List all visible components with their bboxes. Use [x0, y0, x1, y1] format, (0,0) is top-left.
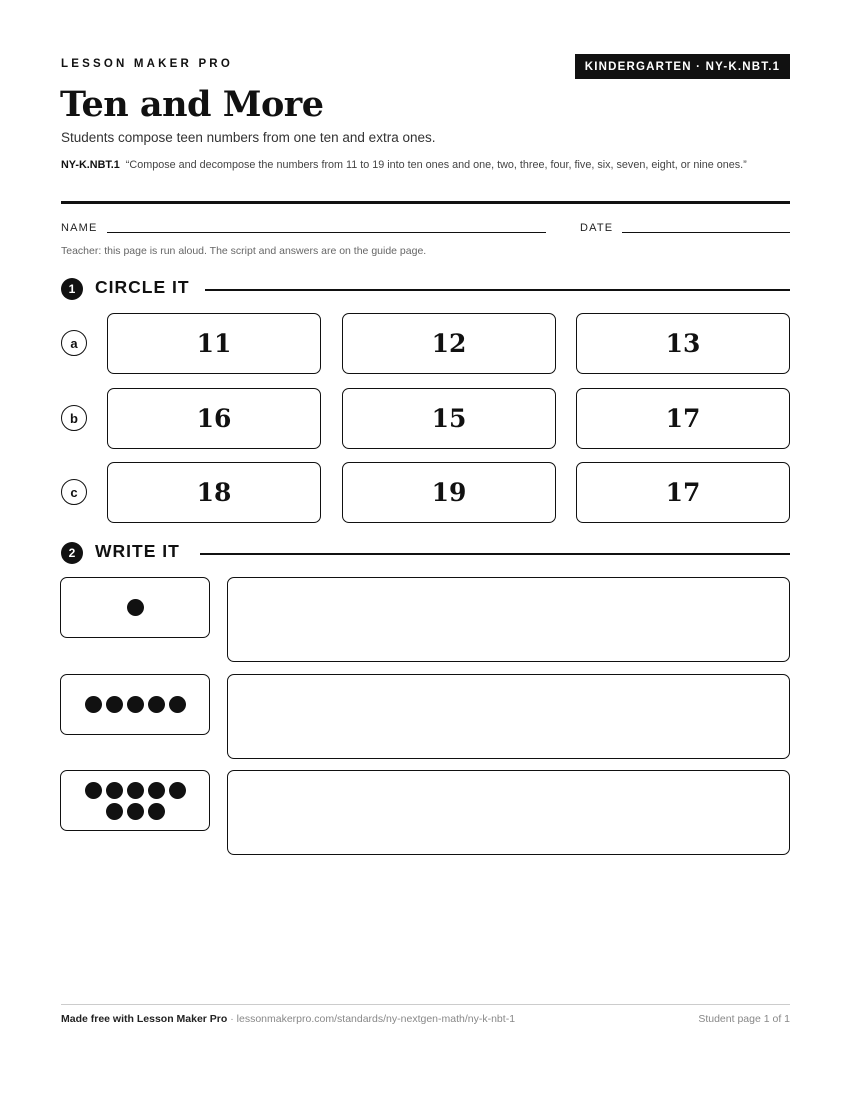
number-option[interactable]: 17 — [576, 462, 790, 523]
worksheet-title: Ten and More — [60, 84, 324, 125]
section-2-rule — [200, 553, 790, 555]
number-option[interactable]: 17 — [576, 388, 790, 449]
section-1-number: 1 — [61, 278, 83, 300]
section-2-title: WRITE IT — [95, 541, 180, 561]
date-label: DATE — [580, 222, 614, 234]
worksheet-subtitle: Students compose teen numbers from one ten and extra ones. — [61, 130, 436, 145]
dot-row — [85, 782, 186, 799]
name-line[interactable] — [107, 232, 546, 233]
standard-code: NY-K.NBT.1 — [61, 159, 120, 171]
name-label: NAME — [61, 222, 98, 234]
counting-dot — [106, 803, 123, 820]
dot-card — [60, 770, 210, 831]
footer-made-with: Made free with Lesson Maker Pro — [61, 1013, 228, 1025]
number-option[interactable]: 18 — [107, 462, 321, 523]
answer-box[interactable] — [227, 674, 790, 759]
counting-dot — [127, 599, 144, 616]
counting-dot — [106, 696, 123, 713]
grade-standard-badge: KINDERGARTEN · NY-K.NBT.1 — [575, 54, 790, 79]
counting-dot — [148, 696, 165, 713]
counting-dot — [148, 782, 165, 799]
footer-separator: · — [227, 1013, 237, 1025]
date-line[interactable] — [622, 232, 790, 233]
answer-box[interactable] — [227, 577, 790, 662]
brand-name: LESSON MAKER PRO — [61, 58, 233, 70]
number-option[interactable]: 13 — [576, 313, 790, 374]
number-option[interactable]: 15 — [342, 388, 556, 449]
standard-text: “Compose and decompose the numbers from 11 to 19 into ten ones and one, two, three, four, five, six, seven, eight, or nine ones.” — [125, 159, 747, 171]
dot-card — [60, 577, 210, 638]
number-option[interactable]: 16 — [107, 388, 321, 449]
section-1-rule — [205, 289, 790, 291]
standard-description — [61, 156, 791, 174]
counting-dot — [169, 782, 186, 799]
footer-credit — [61, 1013, 515, 1025]
footer-url[interactable]: lessonmakerpro.com/standards/ny-nextgen-math/ny-k-nbt-1 — [236, 1013, 516, 1025]
counting-dot — [85, 782, 102, 799]
number-option[interactable]: 11 — [107, 313, 321, 374]
row-letter-a: a — [61, 330, 87, 356]
footer-page-number: Student page 1 of 1 — [698, 1013, 790, 1025]
section-2-number: 2 — [61, 542, 83, 564]
counting-dot — [127, 696, 144, 713]
number-option[interactable]: 12 — [342, 313, 556, 374]
counting-dot — [85, 696, 102, 713]
section-1-title: CIRCLE IT — [95, 277, 190, 297]
counting-dot — [127, 782, 144, 799]
dot-row — [127, 599, 144, 616]
row-letter-c: c — [61, 479, 87, 505]
counting-dot — [127, 803, 144, 820]
row-letter-b: b — [61, 405, 87, 431]
counting-dot — [169, 696, 186, 713]
footer-divider — [61, 1004, 790, 1005]
dot-card — [60, 674, 210, 735]
teacher-note: Teacher: this page is run aloud. The script and answers are on the guide page. — [61, 245, 427, 257]
number-option[interactable]: 19 — [342, 462, 556, 523]
dot-row — [106, 803, 165, 820]
header-divider — [61, 201, 790, 204]
counting-dot — [148, 803, 165, 820]
counting-dot — [106, 782, 123, 799]
answer-box[interactable] — [227, 770, 790, 855]
dot-row — [85, 696, 186, 713]
